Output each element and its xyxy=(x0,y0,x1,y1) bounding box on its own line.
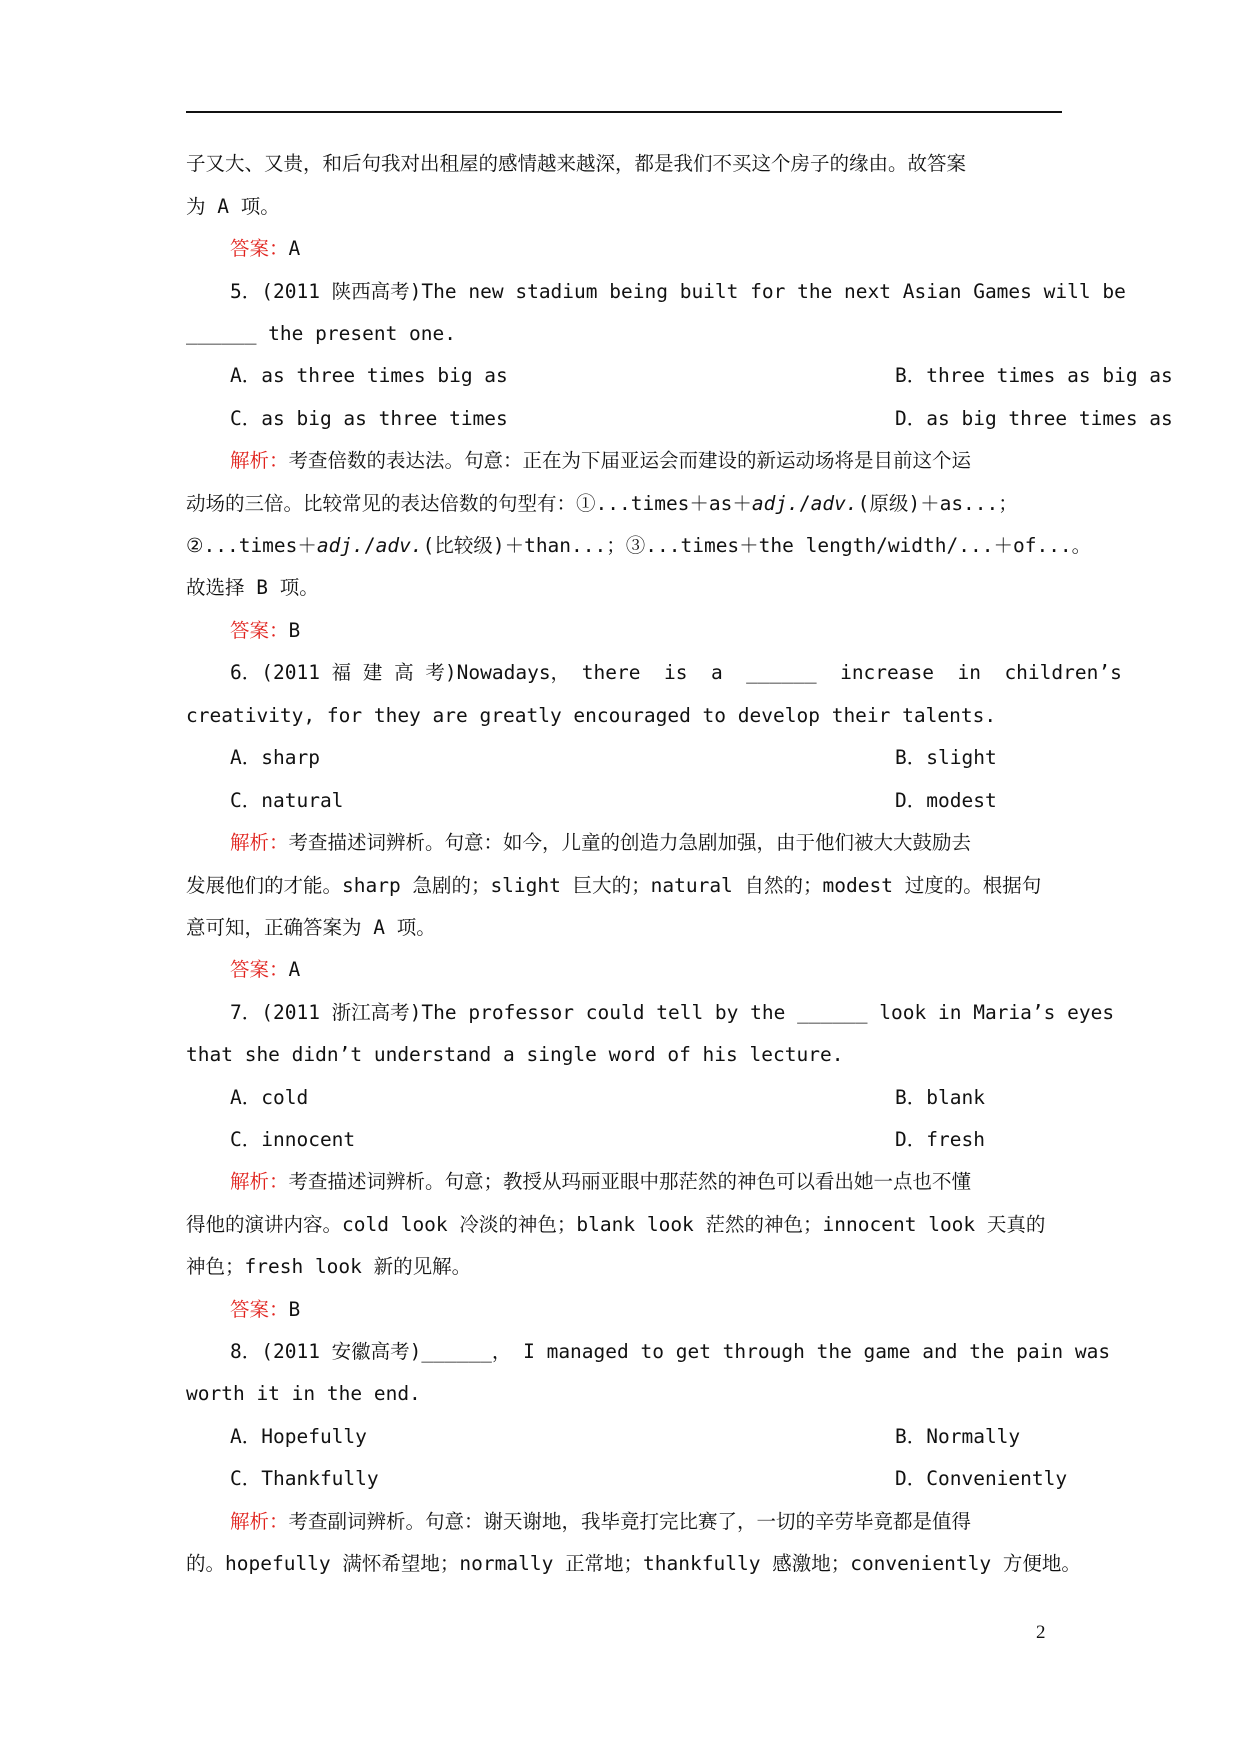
analysis-text: adj. xyxy=(751,492,799,515)
answer-line xyxy=(230,235,1130,263)
analysis-line: 神色；fresh look 新的见解。 xyxy=(186,1255,472,1278)
analysis-text: (原级)＋as...； xyxy=(857,492,1018,515)
analysis-line: 发展他们的才能。sharp 急剧的；slight 巨大的；natural 自然的；modest 过度的。根据句 xyxy=(186,874,1042,897)
analysis-line: 的。hopefully 满怀希望地；normally 正常地；thankfully 感激地；conveniently 方便地。 xyxy=(186,1552,1081,1575)
option-b: B．three times as big as xyxy=(895,364,1173,387)
analysis-text: / xyxy=(363,534,376,557)
question-6-options-cd xyxy=(230,787,1130,815)
analysis-text: 考查副词辨析。句意：谢天谢地，我毕竟打完比赛了，一切的辛劳毕竟都是值得 xyxy=(288,1510,972,1533)
analysis-text: / xyxy=(798,492,811,515)
analysis-text: 动场的三倍。比较常见的表达倍数的句型有：①...times＋as＋ xyxy=(186,492,752,515)
analysis-text: (比较级)＋than...；③...times＋the length/width/...＋of...。 xyxy=(422,534,1092,557)
option-d: D．fresh xyxy=(895,1128,985,1151)
question-7-stem-cont: that she didn’t understand a single word of his lecture. xyxy=(186,1043,844,1066)
question-8-options-cd xyxy=(230,1465,1130,1493)
continuation-line: 为 A 项。 xyxy=(186,195,280,218)
analysis-line xyxy=(230,1508,1130,1536)
answer-label: 答案： xyxy=(230,237,289,260)
analysis-line xyxy=(230,829,1130,857)
option-c: C．natural xyxy=(230,789,344,812)
answer-value: B xyxy=(288,1298,301,1321)
answer-value: A xyxy=(288,958,301,981)
analysis-line xyxy=(186,532,1092,560)
question-7-options-ab xyxy=(230,1084,1130,1112)
analysis-text: ②...times＋ xyxy=(186,534,317,557)
option-d: D．modest xyxy=(895,789,997,812)
analysis-text: 考查倍数的表达法。句意：正在为下届亚运会而建设的新运动场将是目前这个运 xyxy=(288,449,972,472)
header-rule xyxy=(186,111,1062,113)
answer-label: 答案： xyxy=(230,619,289,642)
question-6-options-ab xyxy=(230,744,1130,772)
question-5-options-ab xyxy=(230,362,1173,390)
analysis-label: 解析： xyxy=(230,1170,289,1193)
analysis-label: 解析： xyxy=(230,449,289,472)
analysis-text: adv. xyxy=(375,534,423,557)
page-number: 2 xyxy=(1036,1622,1046,1643)
question-6-stem: 6．(2011 福 建 高 考)Nowadays， there is a ______ increase in children’s xyxy=(230,661,1122,684)
answer-label: 答案： xyxy=(230,1298,289,1321)
analysis-text: 考查描述词辨析。句意；教授从玛丽亚眼中那茫然的神色可以看出她一点也不懂 xyxy=(288,1170,972,1193)
analysis-line xyxy=(186,490,1086,518)
answer-label: 答案： xyxy=(230,958,289,981)
analysis-label: 解析： xyxy=(230,1510,289,1533)
analysis-line: 得他的演讲内容。cold look 冷淡的神色；blank look 茫然的神色；innocent look 天真的 xyxy=(186,1213,1046,1236)
option-a: A．as three times big as xyxy=(230,364,508,387)
answer-value: B xyxy=(288,619,301,642)
option-b: B．Normally xyxy=(895,1425,1021,1448)
answer-line xyxy=(230,1296,1130,1324)
question-8-stem-cont: worth it in the end. xyxy=(186,1382,421,1405)
question-5-stem: 5．(2011 陕西高考)The new stadium being built for the next Asian Games will be xyxy=(230,280,1126,303)
option-b: B．slight xyxy=(895,746,997,769)
analysis-text: 考查描述词辨析。句意：如今，儿童的创造力急剧加强，由于他们被大大鼓励去 xyxy=(288,831,972,854)
continuation-line: 子又大、又贵，和后句我对出租屋的感情越来越深，都是我们不买这个房子的缘由。故答案 xyxy=(186,152,967,175)
question-6-stem-cont: creativity, for they are greatly encouraged to develop their talents. xyxy=(186,704,997,727)
answer-line xyxy=(230,956,1130,984)
analysis-line xyxy=(230,1168,1130,1196)
option-a: A．Hopefully xyxy=(230,1425,367,1448)
option-d: D．Conveniently xyxy=(895,1467,1068,1490)
analysis-line: 意可知，正确答案为 A 项。 xyxy=(186,916,436,939)
option-c: C．innocent xyxy=(230,1128,356,1151)
question-5-options-cd xyxy=(230,405,1173,433)
option-a: A．cold xyxy=(230,1086,309,1109)
answer-value: A xyxy=(288,237,301,260)
option-c: C．as big as three times xyxy=(230,407,508,430)
option-c: C．Thankfully xyxy=(230,1467,379,1490)
question-7-options-cd xyxy=(230,1126,1130,1154)
answer-line xyxy=(230,617,1130,645)
question-7-stem: 7．(2011 浙江高考)The professor could tell by the ______ look in Maria’s eyes xyxy=(230,1001,1115,1024)
analysis-text: adj. xyxy=(316,534,364,557)
question-8-stem: 8．(2011 安徽高考)______， I managed to get through the game and the pain was xyxy=(230,1340,1111,1363)
analysis-label: 解析： xyxy=(230,831,289,854)
option-a: A．sharp xyxy=(230,746,320,769)
question-5-stem-cont: ______ the present one. xyxy=(186,322,457,345)
option-b: B．blank xyxy=(895,1086,985,1109)
analysis-text: adv. xyxy=(810,492,858,515)
question-8-options-ab xyxy=(230,1423,1130,1451)
analysis-line: 故选择 B 项。 xyxy=(186,576,319,599)
option-d: D．as big three times as xyxy=(895,407,1173,430)
analysis-line xyxy=(230,447,1130,475)
